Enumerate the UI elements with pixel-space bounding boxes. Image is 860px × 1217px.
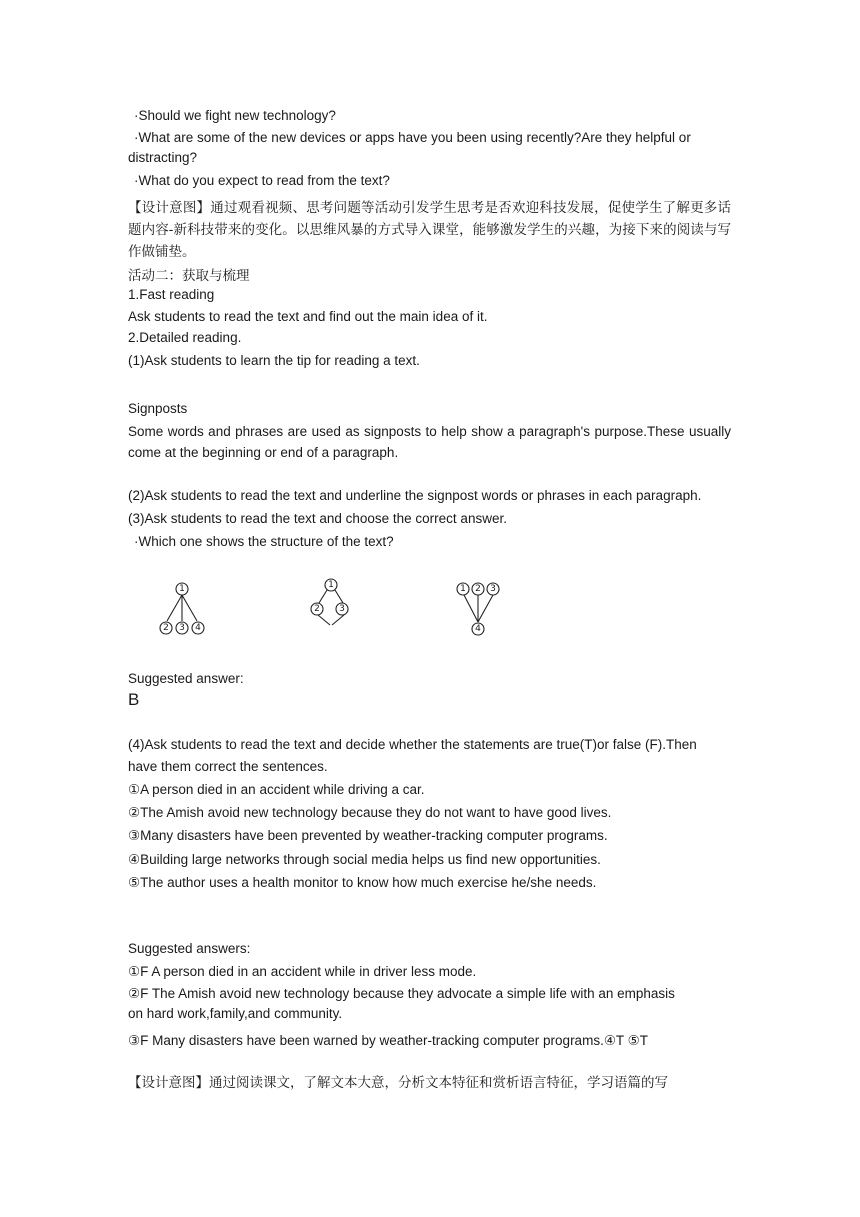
question-fight-technology: ·Should we fight new technology? bbox=[134, 108, 336, 123]
detailed-reading-title: 2.Detailed reading. bbox=[128, 330, 242, 345]
design-intent-paragraph: 【设计意图】通过观看视频、思考问题等活动引发学生思考是否欢迎科技发展，促使学生了解更多话题内容-新科技带来的变化。以思维风暴的方式导入课堂，能够激发学生的兴趣，为接下来的阅读与写作做铺垫。 bbox=[128, 200, 731, 260]
suggested-answer-3-4-5: ③F Many disasters have been warned by weather-tracking computer programs.④T ⑤T bbox=[128, 1033, 649, 1048]
diagram-a-node-1: 1 bbox=[179, 584, 185, 594]
activity-two-heading: 活动二：获取与梳理 bbox=[128, 268, 250, 284]
diagram-c-node-4: 4 bbox=[475, 624, 481, 634]
suggested-answer-1: ①F A person died in an accident while in driver less mode. bbox=[128, 964, 477, 979]
task-underline-signposts: (2)Ask students to read the text and underline the signpost words or phrases in each paragraph. bbox=[128, 488, 702, 503]
suggested-answer-2: ②F The Amish avoid new technology because they advocate a simple life with an emphasis bbox=[128, 986, 675, 1001]
diagram-a-node-2: 2 bbox=[163, 623, 169, 633]
diagram-c-node-3: 3 bbox=[490, 584, 496, 594]
fast-reading-task: Ask students to read the text and find out the main idea of it. bbox=[128, 309, 488, 324]
diagram-c-node-1: 1 bbox=[460, 584, 466, 594]
statement-4: ④Building large networks through social media helps us find new opportunities. bbox=[128, 852, 601, 867]
task-choose-answer: (3)Ask students to read the text and choose the correct answer. bbox=[128, 511, 507, 526]
statement-2: ②The Amish avoid new technology because they do not want to have good lives. bbox=[128, 805, 612, 820]
question-devices-apps-cont: distracting? bbox=[128, 150, 198, 165]
suggested-answer-2-cont: on hard work,family,and community. bbox=[128, 1006, 343, 1021]
structure-diagram-a bbox=[155, 578, 210, 640]
diagram-a-node-3: 3 bbox=[179, 623, 185, 633]
suggested-answer-label: Suggested answer: bbox=[128, 671, 244, 686]
signposts-body: Some words and phrases are used as signposts to help show a paragraph's purpose.These usually come at the beginning or end of a paragraph. bbox=[128, 424, 731, 460]
diagram-b-node-3: 3 bbox=[339, 604, 345, 614]
suggested-answer-value: B bbox=[128, 690, 140, 709]
statement-1: ①A person died in an accident while driving a car. bbox=[128, 782, 425, 797]
structure-question: ·Which one shows the structure of the text? bbox=[134, 534, 394, 549]
structure-diagram-c bbox=[450, 578, 506, 640]
detailed-reading-task-1: (1)Ask students to learn the tip for reading a text. bbox=[128, 353, 420, 368]
diagram-c-node-2: 2 bbox=[475, 584, 481, 594]
statement-3: ③Many disasters have been prevented by weather-tracking computer programs. bbox=[128, 828, 608, 843]
suggested-answers-label: Suggested answers: bbox=[128, 941, 251, 956]
diagram-b-node-1: 1 bbox=[328, 580, 334, 590]
task-true-false-cont: have them correct the sentences. bbox=[128, 759, 328, 774]
diagram-b-node-2: 2 bbox=[314, 604, 320, 614]
diagram-a-node-4: 4 bbox=[195, 623, 201, 633]
question-devices-apps: ·What are some of the new devices or apps have you been using recently?Are they helpful or bbox=[134, 130, 691, 145]
structure-diagram-b bbox=[305, 574, 360, 630]
fast-reading-title: 1.Fast reading bbox=[128, 287, 215, 302]
statement-5: ⑤The author uses a health monitor to know how much exercise he/she needs. bbox=[128, 875, 597, 890]
task-true-false: (4)Ask students to read the text and decide whether the statements are true(T)or false (F).Then bbox=[128, 737, 697, 752]
design-intent-paragraph-2: 【设计意图】通过阅读课文，了解文本大意，分析文本特征和赏析语言特征，学习语篇的写 bbox=[128, 1075, 668, 1091]
signposts-title: Signposts bbox=[128, 401, 188, 416]
question-expectation: ·What do you expect to read from the text? bbox=[134, 173, 390, 188]
